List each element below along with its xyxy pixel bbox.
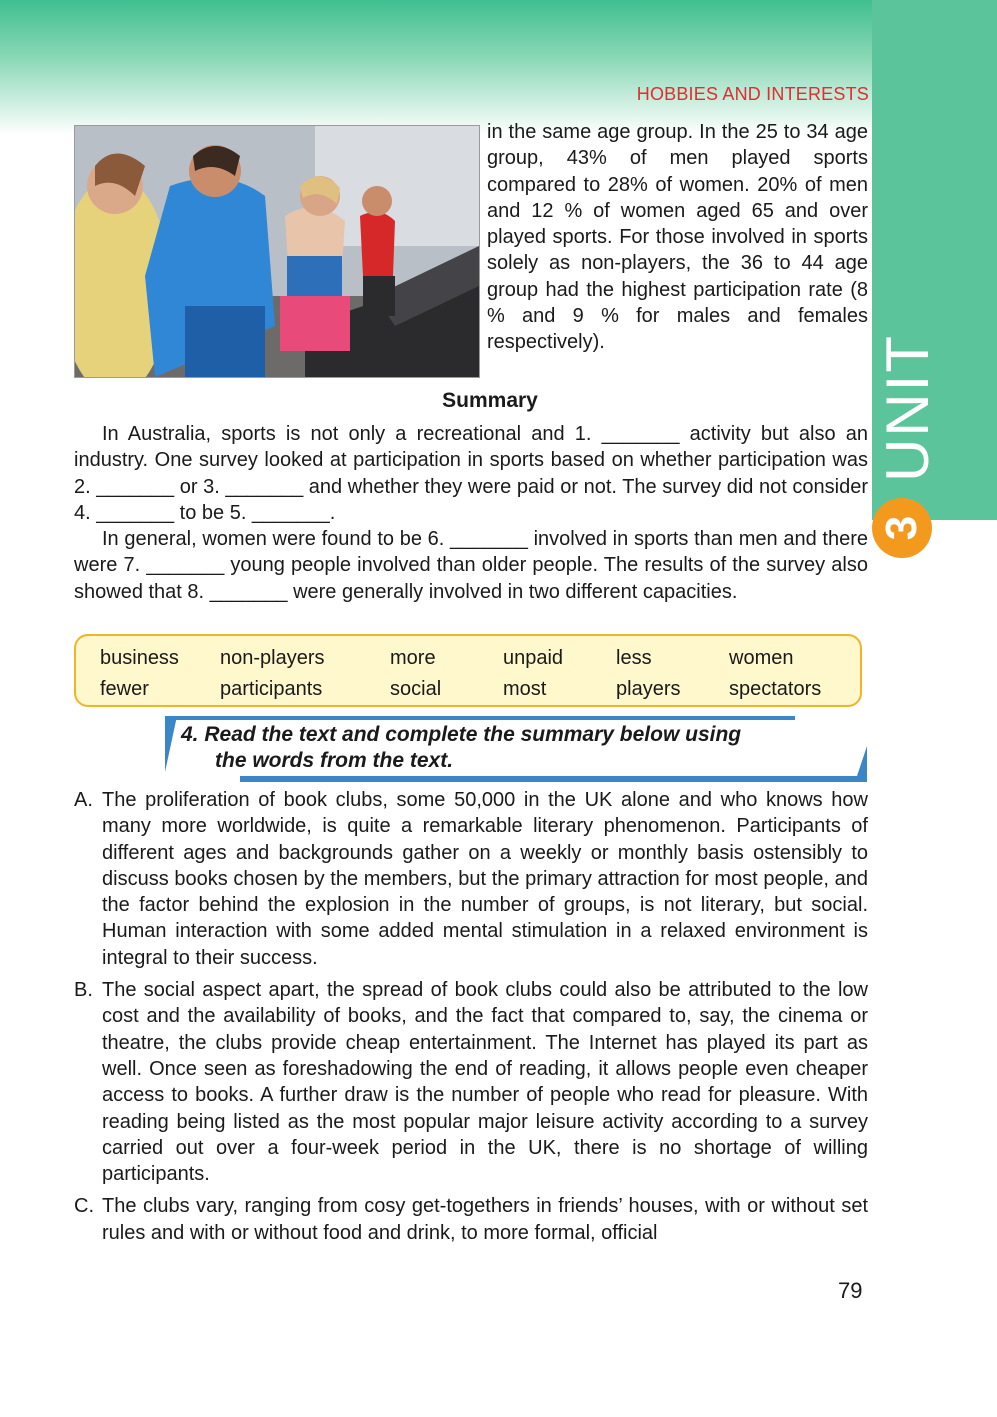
word-bank	[74, 634, 862, 707]
word-bank-item: unpaid	[503, 647, 564, 669]
banner-corner	[165, 716, 177, 772]
task-instruction-banner	[165, 716, 867, 782]
unit-label: UNIT	[873, 334, 941, 482]
summary-heading: Summary	[442, 389, 538, 412]
unit-number-badge: 3	[872, 498, 932, 558]
page-number: 79	[838, 1278, 863, 1303]
treadmill-photo	[74, 125, 480, 378]
paragraph-letter: A.	[74, 789, 93, 811]
reading-paragraph	[74, 787, 868, 971]
continued-article-text: in the same age group. In the 25 to 34 age group, 43% of men played sports compared to 28% of women. 20% of men and 12 % of women aged 65 and over played sports. For those involved in sports solely as non-players, the 36 to 44 age group had the highest participation rate (8 % and 9 % for males and females respectively).	[487, 121, 868, 354]
summary-paragraph: In Australia, sports is not only a recreational and 1. _______ activity but also an industry. One survey looked at participation in sports based on whether participation was 2. _______ or 3. _______ and whether they were paid or not. The survey did not consider 4. _______ to be 5. _______.	[74, 423, 868, 524]
banner-ribbon	[165, 716, 795, 720]
task-line: the words from the text.	[215, 749, 454, 772]
gym-illustration	[75, 126, 479, 377]
paragraph-letter: B.	[74, 979, 93, 1002]
section-title: HOBBIES AND INTERESTS	[636, 84, 869, 104]
word-bank-item: social	[390, 678, 442, 700]
header-band	[0, 0, 997, 135]
word-bank-item: less	[616, 647, 652, 669]
paragraph-text: The social aspect apart, the spread of book clubs could also be attributed to the low cost and the availability of books, and the fact that compared to, say, the cinema or theatre, the clubs provide cheap entertainment. The Internet has played its part as well. Once seen as foreshadowing the end of reading, it allows people even cheaper access to books. A further draw is the number of people who read for pleasure. With reading being listed as the most popular major leisure activity according to a survey carried out over a four-week period in the UK, there is no shortage of willing participants.	[102, 979, 868, 1186]
task-line: 4. Read the text and complete the summary below using	[181, 723, 742, 746]
paragraph-text: The clubs vary, ranging from cosy get-togethers in friends’ houses, with or without set rules and with or without food and drink, to more formal, official	[102, 1195, 868, 1244]
word-bank-item: non-players	[220, 647, 325, 669]
word-bank-item: more	[390, 647, 436, 669]
word-bank-item: women	[729, 647, 794, 669]
paragraph-text: The proliferation of book clubs, some 50,000 in the UK alone and who knows how many more worldwide, is quite a remarkable literary phenomenon. Participants of different ages and backgrounds gather on a weekly or monthly basis ostensibly to discuss books chosen by the members, but the primary attraction for most people, and the factor behind the explosion in the number of groups, is not literary, but social. Human interaction with some added mental stimulation in a relaxed environment is integral to their success.	[102, 789, 868, 969]
word-bank-item: most	[503, 678, 547, 700]
word-bank-item: business	[100, 647, 179, 669]
summary-paragraph: In general, women were found to be 6. _______ involved in sports than men and there were 7. _______ young people involved than older people. The results of the survey also showed that 8. _______ were generally involved in two different capacities.	[74, 528, 868, 603]
word-bank-item: participants	[220, 678, 323, 700]
paragraph-letter: C.	[74, 1195, 94, 1218]
word-bank-item: players	[616, 678, 681, 700]
reading-paragraphs	[74, 787, 868, 1252]
word-bank-item: spectators	[729, 678, 822, 700]
reading-paragraph	[74, 1193, 868, 1246]
summary-text	[74, 421, 868, 605]
banner-ribbon	[240, 776, 867, 782]
task-instruction	[181, 722, 871, 774]
reading-paragraph	[74, 977, 868, 1187]
word-bank-item: fewer	[100, 678, 149, 700]
